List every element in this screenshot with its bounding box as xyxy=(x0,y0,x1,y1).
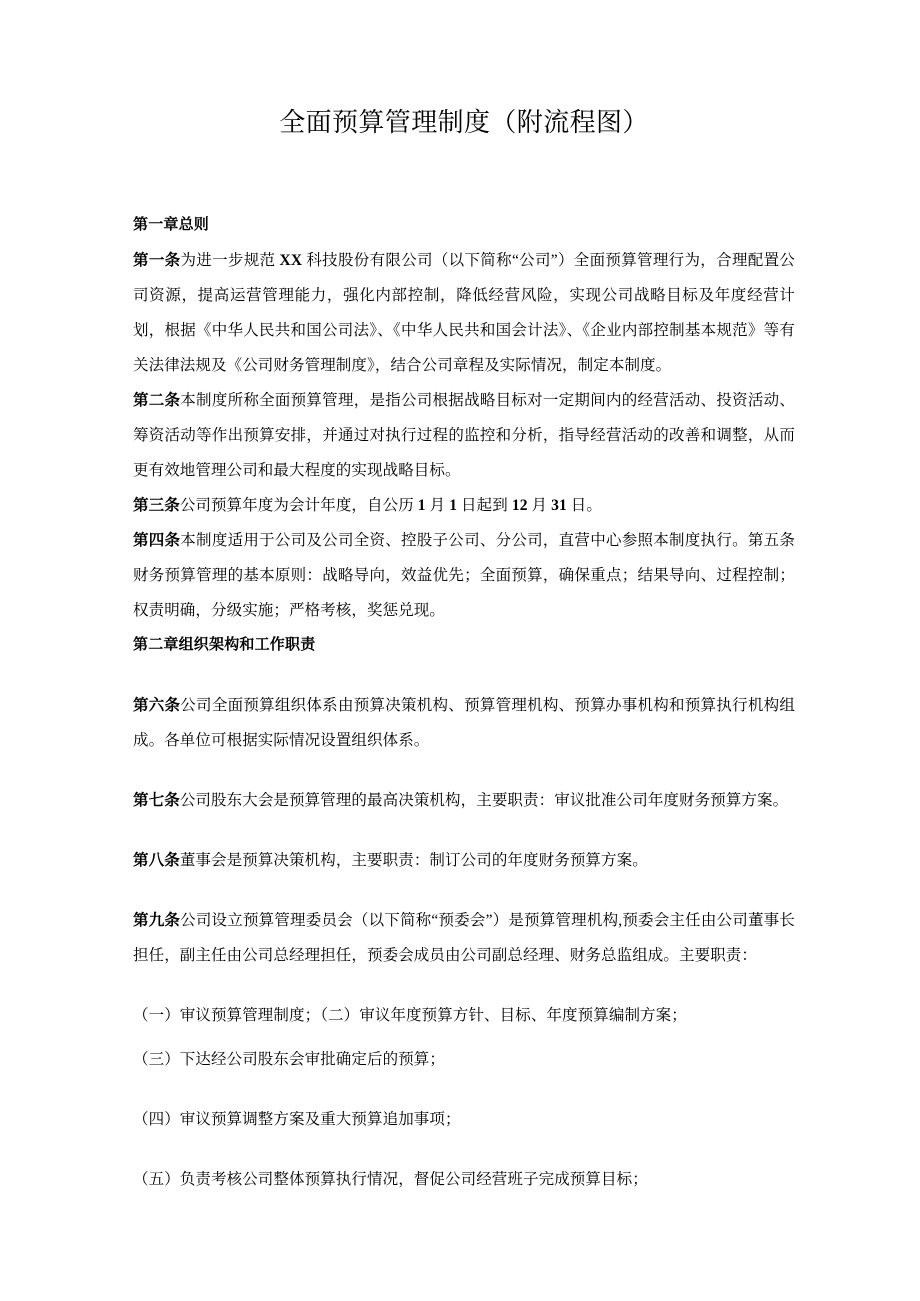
article-2 xyxy=(133,383,795,488)
article-3-start-day: 1 xyxy=(449,496,458,514)
sub-item-4: （五）负责考核公司整体预算执行情况，督促公司经营班子完成预算目标； xyxy=(133,1170,648,1188)
sub-item-2: （三）下达经公司股东会审批确定后的预算； xyxy=(133,1050,446,1068)
article-2-label: 第二条 xyxy=(133,391,181,409)
article-2-text: 本制度所称全面预算管理，是指公司根据战略目标对一定期间内的经营活动、投资活动、筹资活动等作出预算安排，并通过对执行过程的监控和分析，指导经营活动的改善和调整，从而更有效地管理公司和最大程度的实现战略目标。 xyxy=(133,391,795,479)
article-4-label: 第四条 xyxy=(133,531,181,549)
sub-item-3: （四）审议预算调整方案及重大预算追加事项； xyxy=(133,1110,461,1128)
article-3-label: 第三条 xyxy=(133,496,180,514)
article-3-text-2: 月 xyxy=(425,496,450,514)
article-3-text-4: 月 xyxy=(527,496,552,514)
article-8-label: 第八条 xyxy=(133,851,180,869)
article-3-end-day: 31 xyxy=(551,496,567,514)
article-3-start-month: 1 xyxy=(417,496,426,514)
article-6 xyxy=(133,688,795,758)
article-1-company-code: XX xyxy=(279,251,303,269)
article-1-text-2: 科技股份有限公司（以下简称“公司”）全面预算管理行为，合理配置公司资源，提高运营管理能力，强化内部控制，降低经营风险，实现公司战略目标及年度经营计划，根据《中华人民共和国公司法》、《中华人民共和国会计法》、《企业内部控制基本规范》等有关法律法规及《公司财务管理制度》，结合公司章程及实际情况，制定本制度。 xyxy=(133,251,795,374)
article-3-text-3: 日起到 xyxy=(457,496,512,514)
article-7-label: 第七条 xyxy=(133,791,180,809)
article-6-label: 第六条 xyxy=(133,696,181,714)
article-3-end-month: 12 xyxy=(511,496,528,514)
article-4 xyxy=(133,523,795,628)
chapter-heading-2: 第二章组织架构和工作职责 xyxy=(133,636,316,653)
article-7 xyxy=(133,783,795,818)
article-9-label: 第九条 xyxy=(133,911,181,929)
article-9-text: 公司设立预算管理委员会（以下简称“预委会”）是预算管理机构,预委会主任由公司董事长担任，副主任由公司总经理担任，预委会成员由公司副总经理、财务总监组成。主要职责： xyxy=(133,911,795,964)
chapter-heading-1: 第一章总则 xyxy=(133,216,210,233)
article-4-text: 本制度适用于公司及公司全资、控股子公司、分公司，直营中心参照本制度执行。第五条财务预算管理的基本原则：战略导向，效益优先；全面预算，确保重点；结果导向、过程控制；权责明确，分级实施；严格考核，奖惩兑现。 xyxy=(133,531,795,619)
article-6-text: 公司全面预算组织体系由预算决策机构、预算管理机构、预算办事机构和预算执行机构组成。各单位可根据实际情况设置组织体系。 xyxy=(133,696,795,749)
sub-item-1: （一）审议预算管理制度；（二）审议年度预算方针、目标、年度预算编制方案； xyxy=(133,1006,687,1024)
article-9 xyxy=(133,903,795,973)
article-1 xyxy=(133,243,795,383)
article-3-text-1: 公司预算年度为会计年度，自公历 xyxy=(179,496,418,514)
article-3 xyxy=(133,488,795,523)
document-body xyxy=(133,0,795,1197)
article-8 xyxy=(133,843,795,878)
article-1-text-1: 为进一步规范 xyxy=(180,251,280,269)
article-7-text: 公司股东大会是预算管理的最高决策机构，主要职责：审议批准公司年度财务预算方案。 xyxy=(179,791,789,809)
page-title: 全面预算管理制度（附流程图） xyxy=(279,108,649,137)
article-3-text-5: 日。 xyxy=(566,496,602,514)
article-1-label: 第一条 xyxy=(133,251,181,269)
article-8-text: 董事会是预算决策机构，主要职责：制订公司的年度财务预算方案。 xyxy=(179,851,648,869)
